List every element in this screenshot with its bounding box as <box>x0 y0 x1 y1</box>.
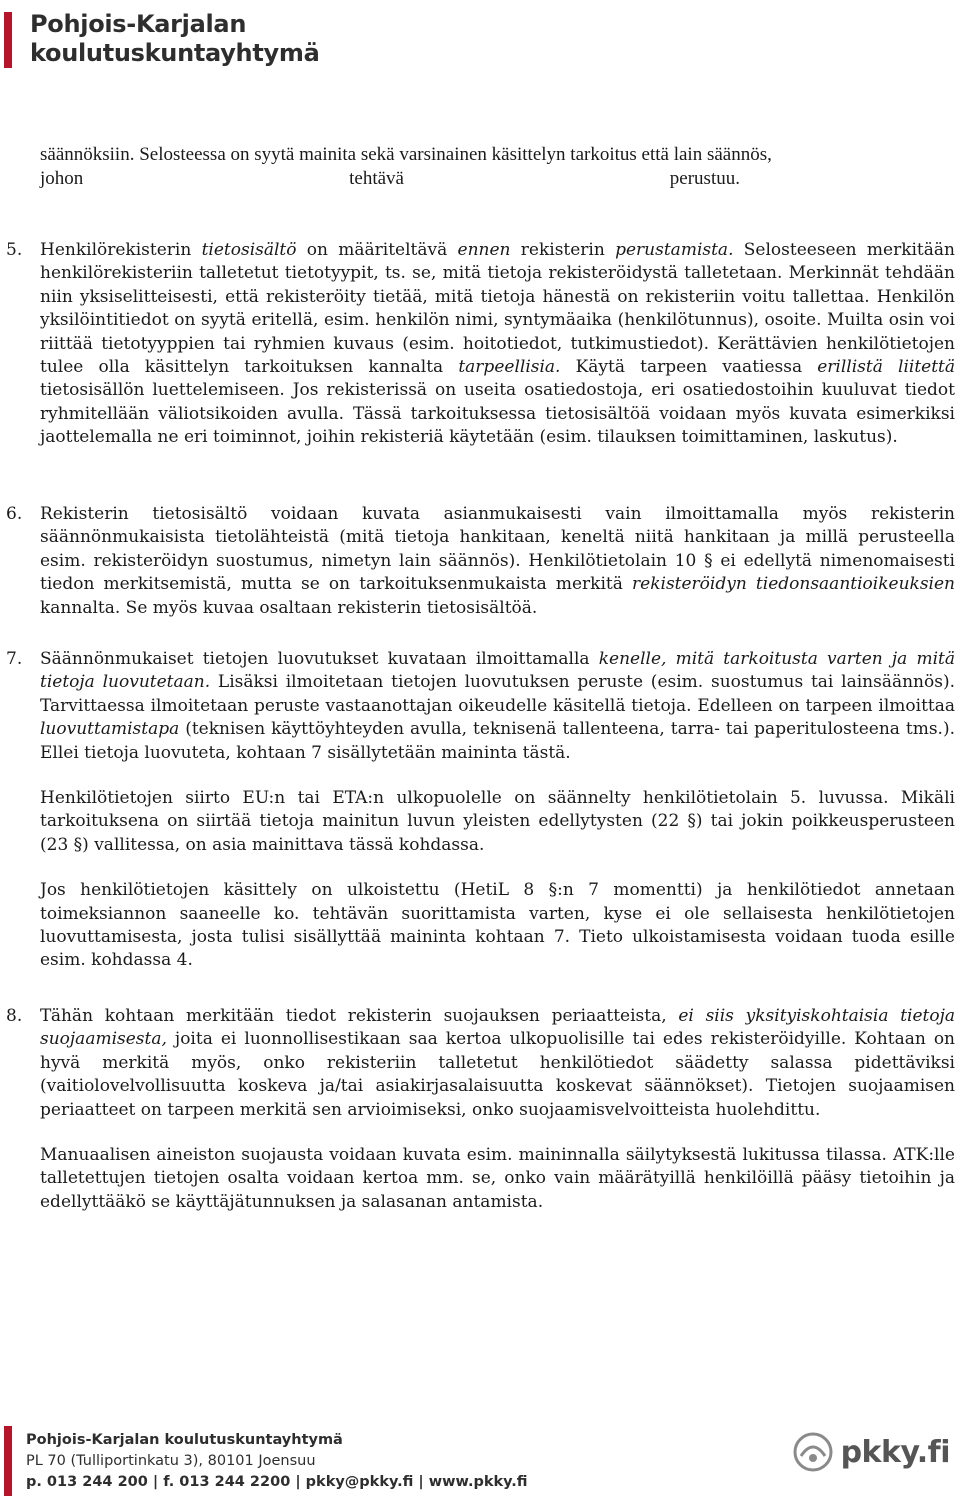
page-header <box>4 4 504 68</box>
item-8-text: Tähän kohtaan merkitään tiedot rekisterin suojauksen periaatteista, ei siis yksityiskohtaisia tietoja suojaamisesta, joita ei luonnollisestikaan saa kertoa ulkopuolisille tai edes rekisteröidyille. Kohtaan on hyvä merkitä myös, onko rekisteriin talletetut henkilötiedot säädetty salassa pidettäviksi (vaitiolovelvollisuutta koskeva ja/tai asiakirjasalaisuutta koskevat säännökset). Tietojen suojaamisen periaatteet on tarpeen merkitä sen arvioimiseksi, onko suojaamisvelvoitteista huolehdittu. Manuaalisen aineiston suojausta voidaan kuvata esim. maininnalla säilytyksestä lukitussa tilassa. ATK:lle talletettujen tietojen osalta voidaan kertoa mm. se, onko vain määrätyillä henkilöillä pääsy tietoihin ja edellyttääkö se käyttäjätunnuksen ja salasanan antamista. <box>40 1005 955 1214</box>
item-number-7: 7. <box>6 649 23 669</box>
lead-word: perustuu. <box>669 168 740 189</box>
header-accent-bar <box>4 12 12 68</box>
item-number-5: 5. <box>6 240 23 260</box>
org-name-line2: koulutuskuntayhtymä <box>30 39 320 67</box>
pkky-logo-icon <box>793 1432 833 1472</box>
org-logo-text <box>30 10 319 68</box>
item-7-eu-paragraph: Henkilötietojen siirto EU:n tai ETA:n ulkopuolelle on säännelty henkilötietolain 5. luvussa. Mikäli tarkoituksena on siirtää tietoja mainitun luvun yleisten edellytysten (22 §) tai jokin poikkeusperusteen (23 §) vallitessa, on asia mainittava tässä kohdassa. <box>40 788 955 855</box>
org-name-line1: Pohjois-Karjalan <box>30 10 247 38</box>
lead-word: johon <box>40 168 84 189</box>
item-7-outsourcing-paragraph: Jos henkilötietojen käsittely on ulkoistettu (HetiL 8 §:n 7 momentti) ja henkilötiedot annetaan toimeksiannon saaneelle ko. tehtävän suorittamista varten, kyse ei ole sellaisesta henkilötietojen luovuttamisesta, josta tulisi sisällyttää maininta kohtaan 7. Tieto ulkoistamisesta voidaan tuoda esille esim. kohdassa 4. <box>40 880 955 971</box>
footer-contact <box>26 1430 528 1493</box>
item-7-text: Säännönmukaiset tietojen luovutukset kuvataan ilmoittamalla kenelle, mitä tarkoitusta varten ja mitä tietoja luovutetaan. Lisäksi ilmoitetaan tietojen luovutuksen peruste (esim. suostumus tai lainsäännös). Tarvittaessa ilmoitetaan peruste vastaanottajan oikeudelle käsitellä tietoja. Edelleen on tarpeen ilmoittaa luovuttamistapa (teknisen käyttöyhteyden avulla, teknisenä tallenteena, tarra- tai paperitulosteena tms.). Ellei tietoja luovuteta, kohtaan 7 sisällytetään maininta tästä. Henkilötietojen siirto EU:n tai ETA:n ulkopuolelle on säännelty henkilötietolain 5. luvussa. Mikäli tarkoituksena on siirtää tietoja mainitun luvun yleisten edellytysten (22 §) tai jokin poikkeusperusteen (23 §) vallitessa, on asia mainittava tässä kohdassa. Jos henkilötietojen käsittely on ulkoistettu (HetiL 8 §:n 7 momentti) ja henkilötiedot annetaan toimeksiannon saaneelle ko. tehtävän suorittamista varten, kyse ei ole sellaisesta henkilötietojen luovuttamisesta, josta tulisi sisällyttää maininta kohtaan 7. Tieto ulkoistamisesta voidaan tuoda esille esim. kohdassa 4. <box>40 648 955 973</box>
item-5-text: Henkilörekisterin tietosisältö on määriteltävä ennen rekisterin perustamista. Selosteeseen merkitään henkilörekisteriin talletetut tietotyypit, ts. se, mitä tietoja rekisteröidystä talletetaan. Merkinnät tehdään niin yksiselitteisesti, että rekisteröity tietää, mitä tietoja hänestä on rekisteriin voitu tallettaa. Henkilön yksilöintitiedot on syytä eritellä, esim. henkilön nimi, syntymäaika (henkilötunnus), osoite. Muilta osin voi riittää tietotyyppien tai ryhmien kuvaus (esim. hoitotiedot, tutkimustiedot). Kerättävien henkilötietojen tulee olla käsittelyn tarkoituksen kannalta tarpeellisia. Käytä tarpeen vaatiessa erillistä liitettä tietosisällön luettelemiseen. Jos rekisterissä on useita osatiedostoja, eri osatiedostoihin kuuluvat tiedot ryhmitellään väliotsikoiden avulla. Tässä tarkoituksessa tietosisältöä voidaan myös kuvata esimerkiksi jaottelemalla ne eri toiminnot, joihin rekisteriä käytetään (esim. tilauksen toimittaminen, laskutus). <box>40 240 956 448</box>
item-8-manual-paragraph: Manuaalisen aineiston suojausta voidaan kuvata esim. maininnalla säilytyksestä lukitussa tilassa. ATK:lle talletettujen tietojen osalta voidaan kertoa mm. se, onko vain määrätyillä henkilöillä pääsy tietoihin ja edellyttääkö se käyttäjätunnuksen ja salasanan antamista. <box>40 1145 955 1212</box>
footer-address: PL 70 (Tulliportinkatu 3), 80101 Joensuu <box>26 1453 316 1469</box>
lead-line1: säännöksiin. Selosteessa on syytä mainita sekä varsinainen käsittelyn tarkoitus että lain säännös, <box>40 144 772 165</box>
lead-paragraph <box>40 143 955 191</box>
pkky-logo <box>793 1432 950 1472</box>
footer-phone-email: p. 013 244 200 | f. 013 244 2200 | pkky@pkky.fi | www.pkky.fi <box>26 1474 528 1490</box>
item-number-6: 6. <box>6 504 23 524</box>
item-6-text: Rekisterin tietosisältö voidaan kuvata asianmukaisesti vain ilmoittamalla myös rekisterin säännönmukaisista tietolähteistä (mitä tietoja hankitaan, keneltä niitä hankitaan ja millä perusteella esim. rekisteröidyn suostumus, nimetyn lain säännös). Henkilötietolain 10 § ei edellytä nimenomaisesti tiedon merkitsemistä, mutta se on tarkoituksenmukaista merkitä rekisteröidyn tiedonsaantioikeuksien kannalta. Se myös kuvaa osaltaan rekisterin tietosisältöä. <box>40 504 955 618</box>
page-footer <box>4 1420 956 1496</box>
footer-accent-bar <box>4 1426 12 1496</box>
lead-line2 <box>40 167 740 191</box>
item-number-8: 8. <box>6 1006 23 1026</box>
lead-word: tehtävä <box>349 168 404 189</box>
pkky-logo-text: pkky.fi <box>840 1434 950 1470</box>
footer-org-name: Pohjois-Karjalan koulutuskuntayhtymä <box>26 1432 343 1448</box>
